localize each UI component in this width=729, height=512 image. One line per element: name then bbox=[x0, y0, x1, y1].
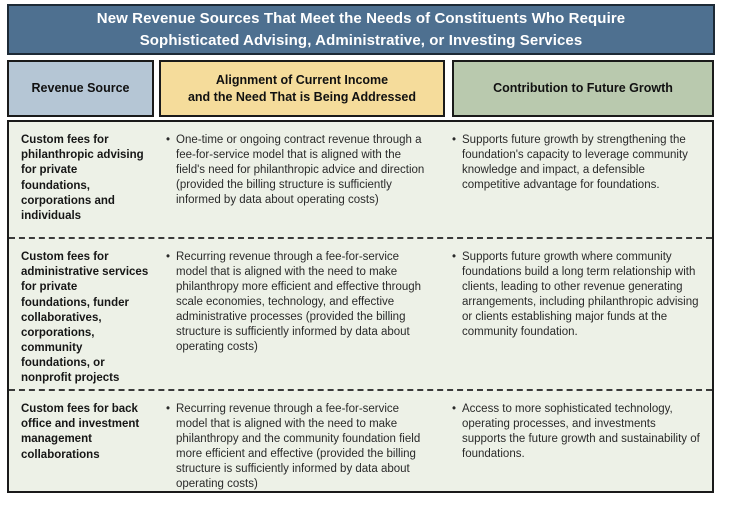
table-row bbox=[9, 122, 712, 239]
contribution-text: Access to more sophisticated technology, operating processes, and investments supports the future growth and sustainability of foundations. bbox=[462, 403, 700, 460]
alignment-cell bbox=[157, 122, 445, 237]
table-title bbox=[7, 4, 715, 55]
table-title-line-1: New Revenue Sources That Meet the Needs of Constituents Who Require bbox=[96, 9, 626, 27]
list-item bbox=[452, 133, 702, 193]
revenue-source-cell: Custom fees for philanthropic advising for private foundations, corporations and individuals bbox=[21, 134, 144, 222]
table-title-line-2: Sophisticated Advising, Administrative, or Investing Services bbox=[139, 31, 583, 49]
list-item bbox=[452, 250, 702, 340]
bullet-icon: • bbox=[452, 251, 457, 263]
contribution-cell bbox=[445, 391, 712, 500]
alignment-cell bbox=[157, 391, 445, 500]
table-body bbox=[7, 120, 714, 493]
contribution-text: Supports future growth by strengthening the foundation's capacity to leverage community knowledge and impact, a defensible competitive advantage for foundations. bbox=[462, 134, 688, 191]
table-row bbox=[9, 239, 712, 391]
contribution-text: Supports future growth where community foundations build a long term relationship with clients, leading to other revenue generating arrangements, including philanthropic advising or clients establishing major funds at the community foundation. bbox=[462, 251, 699, 338]
column-header-alignment-line-1: Alignment of Current Income bbox=[215, 72, 389, 87]
bullet-icon: • bbox=[166, 251, 171, 263]
column-header-contribution bbox=[452, 60, 714, 117]
column-header-alignment-line-2: and the Need That is Being Addressed bbox=[187, 89, 417, 104]
alignment-text: One-time or ongoing contract revenue through a fee-for-service model that is aligned with the field's need for philanthropic advice and direction (provided the billing structure is sufficiently informed by data about operating costs) bbox=[176, 134, 425, 206]
bullet-icon: • bbox=[166, 403, 171, 415]
list-item bbox=[166, 402, 431, 492]
revenue-source-cell: Custom fees for administrative services for private foundations, funder collaboratives, corporations, community foundations, or nonprofit projects bbox=[21, 251, 149, 385]
bullet-icon: • bbox=[452, 403, 457, 415]
contribution-cell bbox=[445, 239, 712, 395]
column-header-alignment bbox=[159, 60, 445, 117]
bullet-icon: • bbox=[452, 134, 457, 146]
list-item bbox=[452, 402, 702, 462]
list-item bbox=[166, 250, 431, 355]
alignment-text: Recurring revenue through a fee-for-service model that is aligned with the need to make philanthropy more efficient and effective through scale economies, technology, and effective administrative processes (provided the billing structure is sufficiently informed by data about operating costs) bbox=[176, 251, 422, 353]
bullet-icon: • bbox=[166, 134, 171, 146]
table-row bbox=[9, 391, 712, 500]
contribution-cell bbox=[445, 122, 712, 237]
column-header-revenue-source-label: Revenue Source bbox=[31, 81, 130, 96]
revenue-source-cell: Custom fees for back office and investment management collaborations bbox=[21, 403, 140, 461]
alignment-cell bbox=[157, 239, 445, 395]
list-item bbox=[166, 133, 431, 208]
column-header-revenue-source bbox=[7, 60, 154, 117]
alignment-text: Recurring revenue through a fee-for-service model that is aligned with the need to make philanthropy and the community foundation field more efficient and effective (provided the billing structure is sufficiently informed by data about operating costs) bbox=[176, 403, 421, 490]
column-header-contribution-label: Contribution to Future Growth bbox=[493, 81, 673, 96]
